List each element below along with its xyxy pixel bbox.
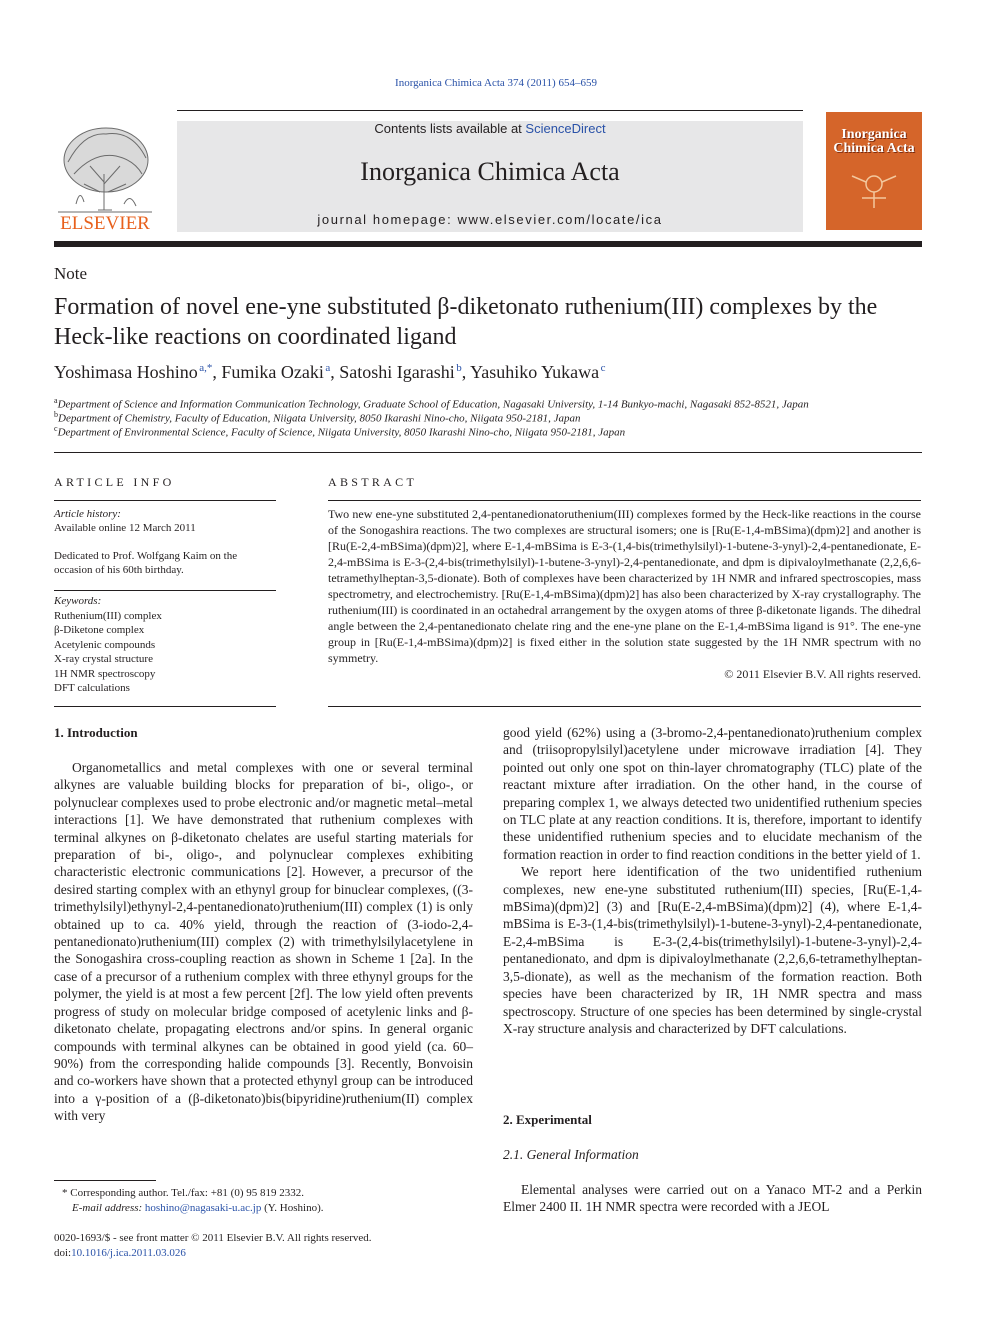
keyword: 1H NMR spectroscopy xyxy=(54,667,156,680)
author-name: Satoshi Igarashi xyxy=(339,362,455,382)
keywords-label: Keywords: xyxy=(54,595,102,607)
author-affiliation-marker[interactable]: b xyxy=(456,362,462,374)
abstract-heading: ABSTRACT xyxy=(328,475,418,489)
footnote-rule xyxy=(54,1180,156,1181)
keywords xyxy=(54,594,276,696)
email-link[interactable]: hoshino@nagasaki-u.ac.jp xyxy=(144,1202,262,1214)
journal-reference[interactable]: Inorganica Chimica Acta 374 (2011) 654–659 xyxy=(395,77,597,89)
affiliation xyxy=(54,424,625,439)
front-matter xyxy=(54,1231,372,1261)
introduction-paragraph: We report here identification of the two unidentified ruthenium complexes, new ene-yne substituted ruthenium(III) species, [Ru(E-1,4-mBSima)(dpm)2] (3) and [Ru(E-2,4-mBSima)(dpm)2] (4), where E-1,4-mBSima is E-3-(1,4-bis(trimethylsilyl)-1-butene-3-ynyl)-2,4-pentanedionate, E-2,4-mBSima is E-3-(2,4-bis(trimethylsilyl)-1-butene-3-ynyl)-2,4-pentanedionato, and dpm is dipivaloylmethanate (2,2,6,6-tetramethylheptan-3,5-dionate), as well as the mechanism of the formation reaction. Both species have been characterized by IR, 1H NMR spectra and mass spectroscopy. Structure of one species has been determined by single-crystal X-ray structure analysis and characterized by DFT calculations. xyxy=(503,864,922,1036)
author-affiliation-marker[interactable]: a xyxy=(325,362,331,374)
affiliation-marker: c xyxy=(54,424,58,433)
abstract-bottom-rule xyxy=(328,706,921,707)
author-affiliation-marker[interactable]: c xyxy=(600,362,606,374)
cover-figure-icon xyxy=(844,164,904,214)
history-value: Available online 12 March 2011 xyxy=(54,522,196,535)
experimental-heading: 2. Experimental xyxy=(503,1112,592,1127)
affiliation-marker: b xyxy=(54,410,58,419)
introduction-paragraph: Organometallics and metal complexes with one or several terminal alkynes are valuable building blocks for preparation of bi-, oligo-, or polynuclear complexes used to probe electronic and/or magnetic metal–metal interactions [1]. We have demonstrated that ruthenium complexes with terminal alkynes on β-diketonato chelates are useful starting materials for preparation of bi-, oligo-, and polynuclear complexes exhibiting characteristic electronic communications [2]. However, a precursor of the desired starting complex with an ethynyl group for binuclear complexes, ((3-trimethylsilyl)ethynyl-2,4-pentanedionato)ruthenium(III) complex (1) is only obtained up to ca. 40% yield, through the reaction of (3-iodo-2,4-pentanedionato)ruthenium(III) complex (2) with trimethylsilylacetylene in the Sonogashira cross-coupling reaction as shown in Scheme 1 [2a]. In the case of a precursor of a ruthenium complex with three ethynyl groups for the polymer, the yield is at most a few percent [2f]. The low yield often prevents progress of study on molecular bridge composed of acetylenic links and β-diketonato chelate, propagating electrons and/or spins. In general organic compounds with terminal alkynes can be obtained in good yield (ca. 60–90%) from the corresponding halide compounds [3]. Recently, Bonvoisin and co-workers have shown that a protected ethynyl group can be introduced into a γ-position of a (β-diketonato)bis(bipyridine)ruthenium(II) complex with very xyxy=(54,760,473,1124)
cover-title-line-2: Chimica Acta xyxy=(833,141,915,156)
introduction-right-column xyxy=(503,724,922,1037)
author-list: Yoshimasa Hoshino $^{a,*}$, Fumika Ozaki $^a$, Satoshi Igarashi $^b$, Yasuhiko Yukawa $^c$ xyxy=(54,362,606,382)
history-label: Article history: xyxy=(54,508,121,520)
abstract xyxy=(328,506,921,682)
author-name: Yoshimasa Hoshino xyxy=(54,362,198,382)
affiliation-marker: a xyxy=(54,396,58,405)
keyword: Ruthenium(III) complex xyxy=(54,609,162,622)
info-bottom-rule xyxy=(54,706,276,707)
cover-title xyxy=(830,128,918,156)
article-history xyxy=(54,507,276,577)
elsevier-logo xyxy=(54,122,156,232)
affiliation-text: Department of Science and Information Communication Technology, Graduate School of Education, Nagasaki University, 1-14 Bunkyo-machi, Nagasaki 852-8521, Japan xyxy=(57,398,809,411)
experimental-paragraph: Elemental analyses were carried out on a Yanaco MT-2 and a Perkin Elmer 2400 II. 1H NMR spectra were recorded with a JEOL xyxy=(503,1182,922,1215)
journal-homepage[interactable]: journal homepage: www.elsevier.com/locate/ica xyxy=(317,212,663,227)
header-thick-rule xyxy=(54,241,922,247)
article-info-rule xyxy=(54,500,276,501)
journal-cover-thumbnail[interactable] xyxy=(826,112,922,230)
abstract-text: Two new ene-yne substituted 2,4-pentanedionatoruthenium(III) complexes formed by the Heck-like reactions in the course of the Sonogashira reactions. The two complexes are structural isomers; one is [Ru(E-1,4-mBSima)(dpm)2] and another is [Ru(E-2,4-mBSima)(dpm)2], where E-1,4-mBSima is E-3-(1,4-bis(trimethylsilyl)-1-butene-3-ynyl)-2,4-pentanedionate, E-2,4-mBSima is E-3-(2,4-bis(trimethylsilyl)-1-butene-3-ynyl)-2,4-pentanedionate, and dpm is dipivaloylmethanate (2,2,6,6-tetramethylheptan-3,5-dionate). Both of complexes have been characterized by 1H NMR and infrared spectroscopies, mass spectrometry, and electrochemistry. [Ru(E-1,4-mBSima)(dpm)2] has also been characterized by X-ray crystallography. The ruthenium(III) is coordinated in an octahedral arrangement by the oxygen atoms of three β-diketonate ligands. The dihedral angle between the 2,4-pentanedionato chelate ring and the ene-yne plane on the E-1,4-mBSima ligand is 91°. The ene-yne group in [Ru(E-1,4-mBSima)(dpm)2] is fixed either in the solution state suggested by the 1H NMR spectrum with no symmetry. xyxy=(328,507,921,665)
sciencedirect-link[interactable]: ScienceDirect xyxy=(525,121,606,136)
issn-line: 0020-1693/$ - see front matter © 2011 Elsevier B.V. All rights reserved. xyxy=(54,1232,372,1244)
elsevier-tree-icon xyxy=(54,122,156,232)
experimental-column xyxy=(503,1181,922,1216)
journal-title: Inorganica Chimica Acta xyxy=(360,157,620,186)
author-name: Yasuhiko Yukawa xyxy=(470,362,600,382)
author-affiliation-marker[interactable]: a,* xyxy=(199,362,213,374)
introduction-paragraph-continued: good yield (62%) using a (3-bromo-2,4-pentanedionato)ruthenium complex and (triisopropylsilyl)acetylene under microwave irradiation [4]. They pointed out only one spot on thin-layer chromatography (TLC) plate of the reactant mixture after irradiation. On the other hand, in the course of preparing complex 1, we always detected two unidentified ruthenium species on TLC plate at any reaction conditions. It is, therefore, important to identify these unidentified ruthenium species and to elucidate mechanism of the formation reaction in order to find reaction conditions in the better yield of 1. xyxy=(503,725,922,862)
email-suffix: (Y. Hoshino). xyxy=(261,1202,324,1214)
contents-line xyxy=(177,121,803,136)
affiliation xyxy=(54,410,580,425)
corresponding-author-note: * Corresponding author. Tel./fax: +81 (0) 95 819 2332. xyxy=(62,1187,305,1199)
affiliation-rule xyxy=(54,452,922,453)
contents-prefix: Contents lists available at xyxy=(374,121,526,136)
dedication: Dedicated to Prof. Wolfgang Kaim on the occasion of his 60th birthday. xyxy=(54,549,238,576)
footnotes xyxy=(54,1186,473,1216)
article-title: Formation of novel ene-yne substituted β-diketonato ruthenium(III) complexes by the Heck-like reactions on coordinated ligand xyxy=(54,294,878,350)
article-info-heading: ARTICLE INFO xyxy=(54,475,175,489)
affiliation-text: Department of Chemistry, Faculty of Education, Niigata University, 8050 Ikarashi Nino-cho, Niigata 950-2181, Japan xyxy=(58,412,581,425)
abstract-copyright: © 2011 Elsevier B.V. All rights reserved. xyxy=(724,667,921,681)
doi-link[interactable]: 10.1016/j.ica.2011.03.026 xyxy=(71,1247,186,1259)
article-type: Note xyxy=(54,264,88,283)
affiliation xyxy=(54,396,809,411)
introduction-left-column xyxy=(54,759,473,1125)
keywords-rule xyxy=(54,590,276,591)
keyword: Acetylenic compounds xyxy=(54,638,156,651)
email-label: E-mail address: xyxy=(72,1202,145,1214)
general-information-subheading: 2.1. General Information xyxy=(503,1147,639,1162)
doi-prefix: doi: xyxy=(54,1247,72,1259)
affiliation-text: Department of Environmental Science, Faculty of Science, Niigata University, 8050 Ikarashi Nino-cho, Niigata 950-2181, Japan xyxy=(57,426,626,439)
cover-title-line-1: Inorganica xyxy=(841,127,907,142)
svg-text:ELSEVIER: ELSEVIER xyxy=(60,213,150,232)
keyword: DFT calculations xyxy=(54,682,130,694)
abstract-rule xyxy=(328,500,921,501)
header-top-rule xyxy=(177,110,803,111)
keyword: β-Diketone complex xyxy=(54,624,145,636)
keyword: X-ray crystal structure xyxy=(54,653,153,665)
introduction-heading: 1. Introduction xyxy=(54,725,138,740)
author-name: Fumika Ozaki xyxy=(221,362,324,382)
